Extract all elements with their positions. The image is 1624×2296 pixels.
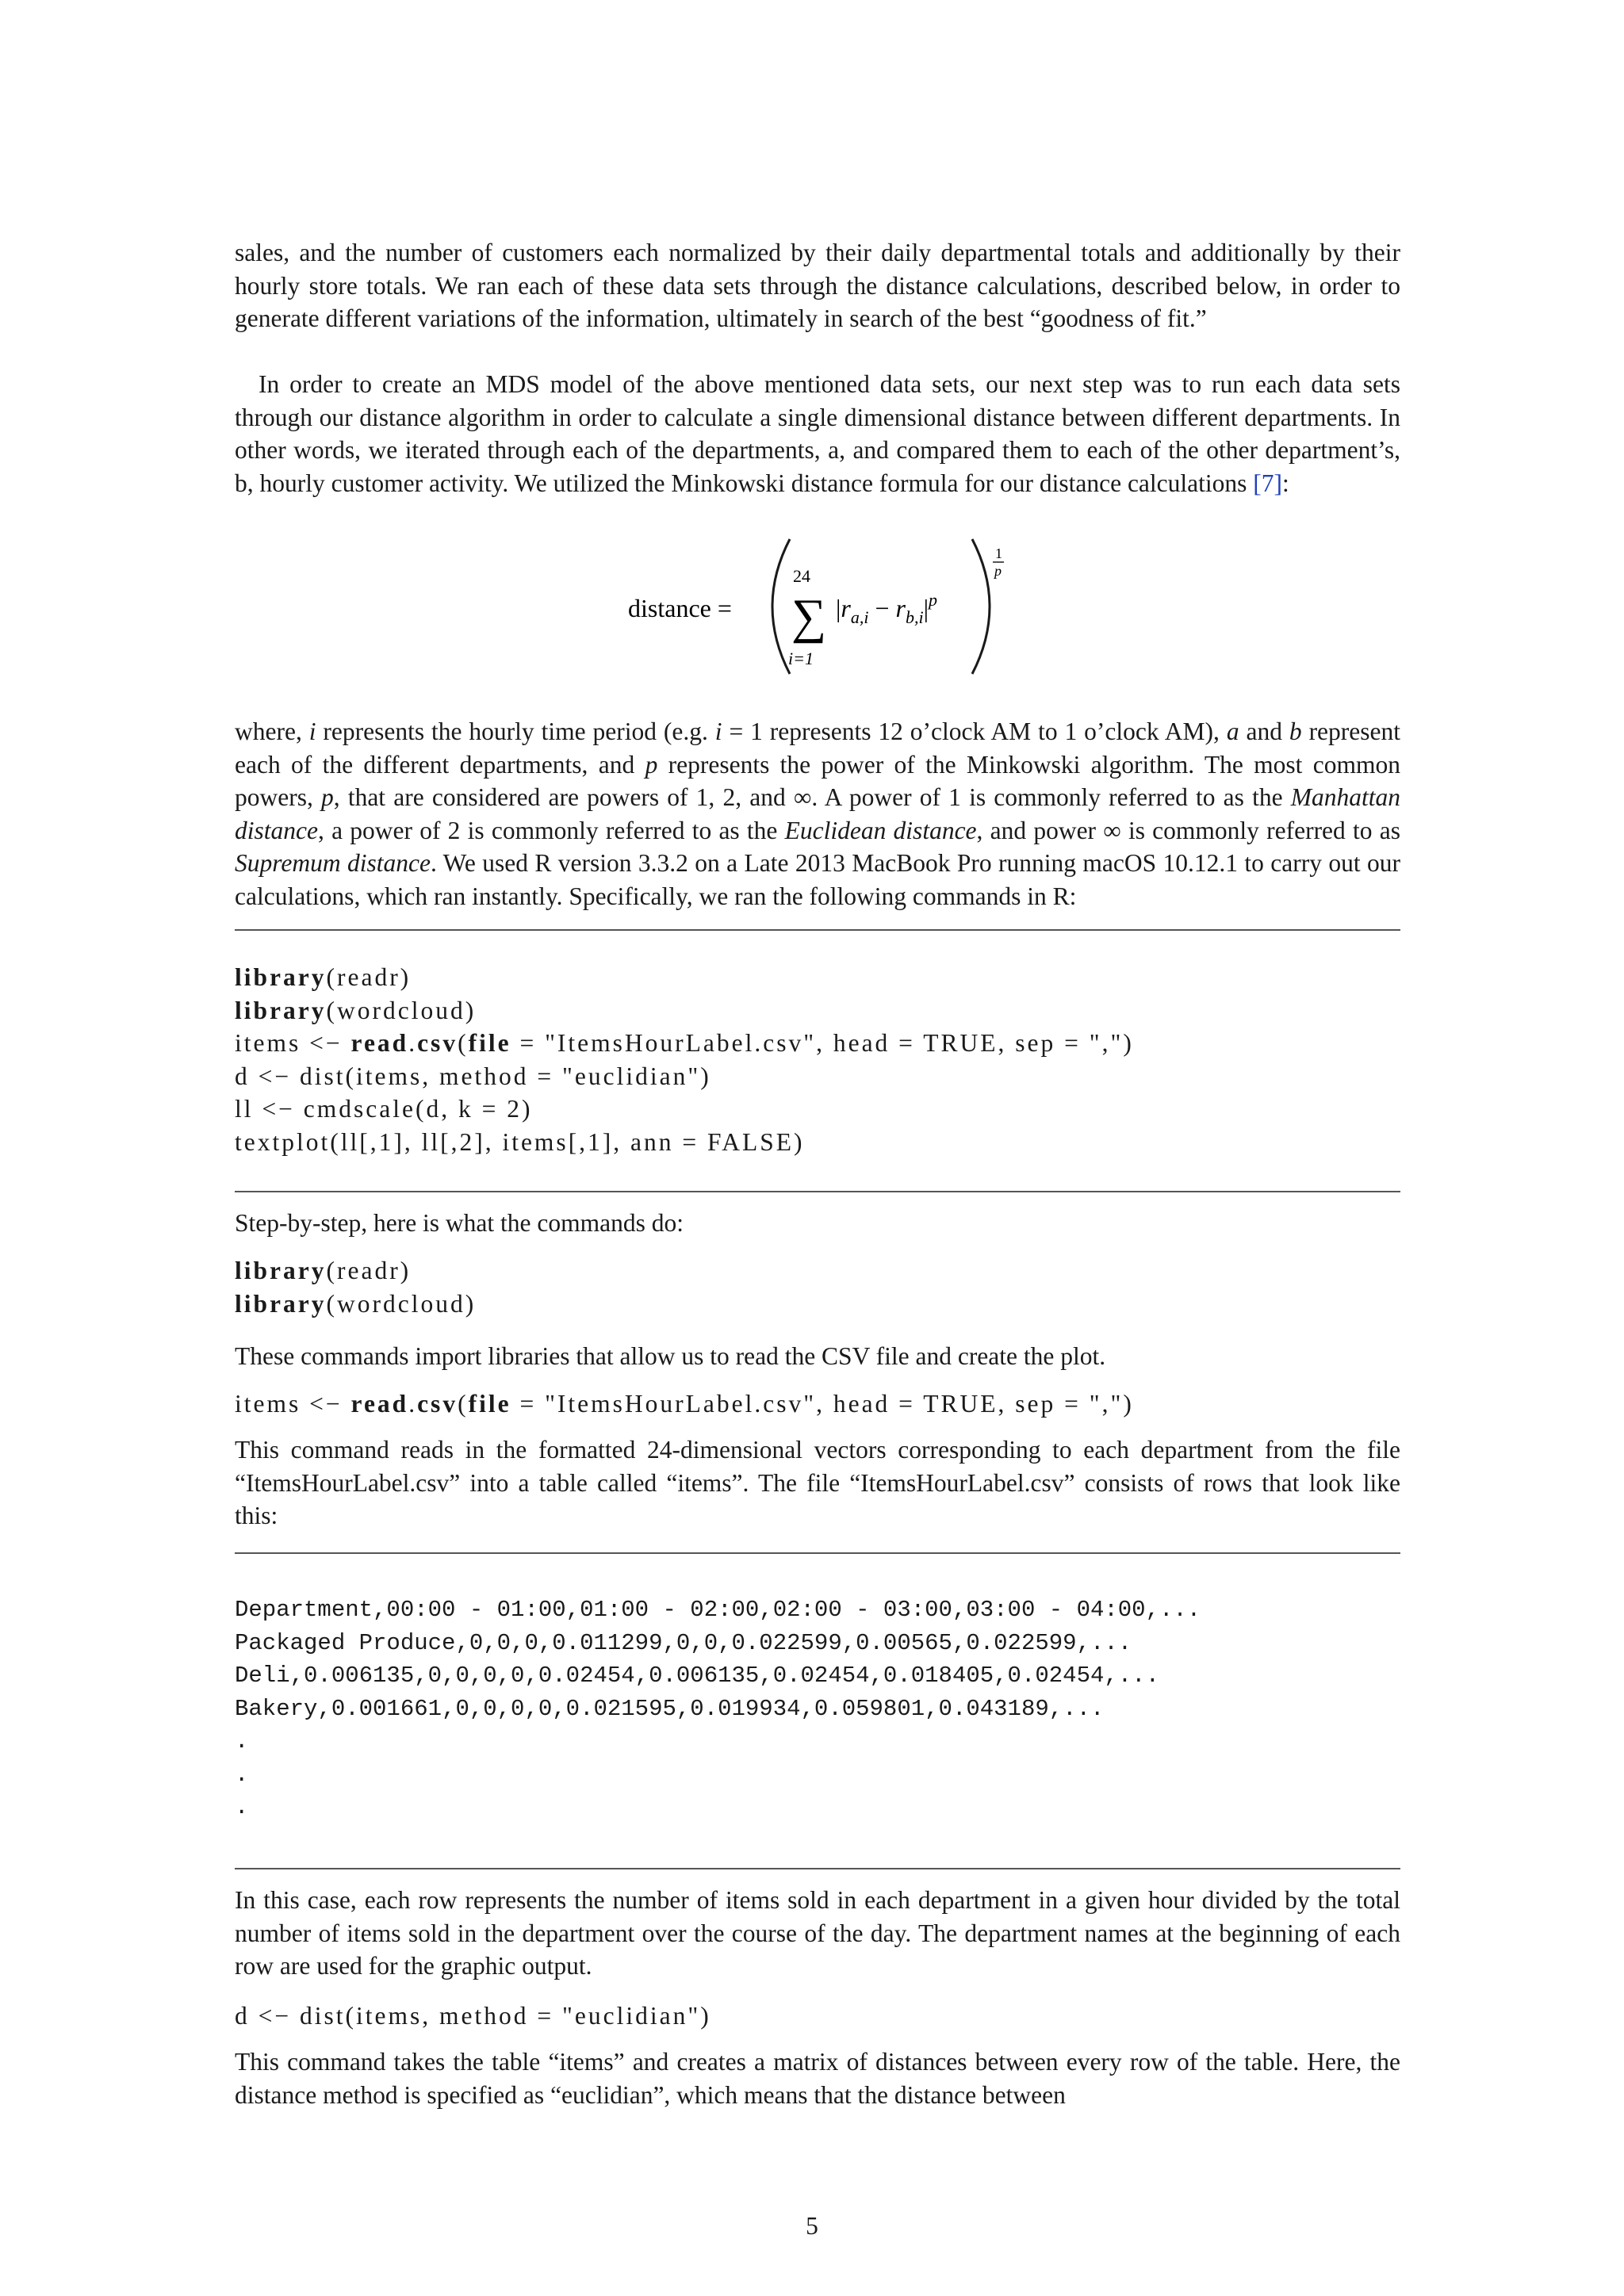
r-code-block: library(readr) library(wordcloud) items <− read.csv(file = "ItemsHourLabel.csv", head = TRUE, sep = ",") d <− dist(items, method = "euclidian") ll <− cmdscale(d, k = 2) textplot(ll[,1], ll[,2], items[,1], ann = FALSE) <box>235 963 1134 1156</box>
step-intro <box>235 1207 1400 1240</box>
page-number: 5 <box>806 2212 818 2240</box>
paragraph-2-text <box>235 368 1400 499</box>
csv-line: . <box>235 1794 249 1820</box>
equation-exp-num: 1 <box>995 545 1002 561</box>
citation-link[interactable]: [7] <box>1253 469 1282 497</box>
csv-line: Department,00:00 - 01:00,01:00 - 02:00,02:00 - 03:00,03:00 - 04:00,... <box>235 1597 1201 1623</box>
equation-term <box>836 590 937 627</box>
paragraph-3-text: where, i represents the hourly time period (e.g. i = 1 represents 12 o’clock AM to 1 o’clock AM), a and b represent each of the different departments, and p represents the power of the Minkowski algorithm. The most common powers, p, that are considered are powers of 1, 2, and ∞. A power of 1 is commonly referred to as the Manhattan distance, a power of 2 is commonly referred to as the Euclidean distance, and power ∞ is commonly referred to as Supremum distance. We used R version 3.3.2 on a Late 2013 MacBook Pro running macOS 10.12.1 to carry out our calculations, which ran instantly. Specifically, we ran the following commands in R: <box>235 718 1401 910</box>
csv-line: Packaged Produce,0,0,0,0.011299,0,0,0.022599,0.00565,0.022599,... <box>235 1629 1132 1656</box>
csv-top-rule <box>235 1552 1400 1554</box>
term-manhattan: Manhattan distance <box>235 783 1400 844</box>
explanation-2-text: This command reads in the formatted 24-dimensional vectors corresponding to each department from the file “ItemsHourLabel.csv” into a table called “items”. The file “ItemsHourLabel.csv” consists of rows that look like this: <box>235 1436 1400 1529</box>
equation-right-paren <box>972 539 990 674</box>
csv-line: Bakery,0.001661,0,0,0,0,0.021595,0.019934,0.059801,0.043189,... <box>235 1695 1105 1722</box>
explanation-4-text: This command takes the table “items” and creates a matrix of distances between every row of the table. Here, the distance method is specified as “euclidian”, which means that the distance between <box>235 2048 1400 2109</box>
paragraph-1-text: sales, and the number of customers each normalized by their daily departmental totals and additionally by their hourly store totals. We ran each of these data sets through the distance calculations, described below, in order to generate different variations of the information, ultimately in search of the best “goodness of fit.” <box>235 239 1400 332</box>
explanation-1 <box>235 1340 1400 1373</box>
paragraph-2 <box>235 368 1400 499</box>
explanation-4 <box>235 2045 1400 2111</box>
equation-left-paren <box>772 539 790 674</box>
term-supremum: Supremum distance <box>235 849 431 877</box>
equation-sum-upper: 24 <box>793 566 810 586</box>
code-snippet-read-csv: items <− read.csv(file = "ItemsHourLabel.csv", head = TRUE, sep = ",") <box>235 1390 1134 1418</box>
paragraph-2-end: : <box>1282 469 1289 497</box>
csv-line: . <box>235 1728 249 1755</box>
term-euclidean: Euclidean distance <box>784 816 977 844</box>
minkowski-equation <box>0 523 1624 706</box>
equation-exp-den: p <box>994 563 1002 579</box>
explanation-3 <box>235 1884 1400 1983</box>
code-snippet-libraries: library(readr) library(wordcloud) <box>235 1257 477 1318</box>
step-intro-text: Step-by-step, here is what the commands do: <box>235 1209 684 1237</box>
explanation-1-text: These commands import libraries that allow us to read the CSV file and create the plot. <box>235 1342 1106 1370</box>
svg-text:|ra,i − rb,i|p: $|r_{a,i} - r_{b,i}|^p$ <box>836 590 938 627</box>
equation-sum-lower: i=1 <box>788 649 814 668</box>
code-top-rule <box>235 929 1400 931</box>
paragraph-1 <box>235 236 1400 335</box>
paragraph-2-body: In order to create an MDS model of the above mentioned data sets, our next step was to run each data sets through our distance algorithm in order to calculate a single dimensional distance between different departments. In other words, we iterated through each of the departments, a, and compared them to each of the other department’s, b, hourly customer activity. We utilized the Minkowski distance formula for our distance calculations <box>235 370 1400 497</box>
code-snippet-dist: d <− dist(items, method = "euclidian") <box>235 2002 711 2030</box>
csv-sample-block <box>235 1594 1201 1824</box>
paragraph-3 <box>235 715 1400 913</box>
equation-sum-sign: ∑ <box>791 590 827 644</box>
csv-bottom-rule <box>235 1868 1400 1869</box>
equation-lhs: distance = <box>628 594 732 622</box>
code-bottom-rule <box>235 1191 1400 1192</box>
explanation-2 <box>235 1433 1400 1533</box>
csv-line: Deli,0.006135,0,0,0,0,0.02454,0.006135,0.02454,0.018405,0.02454,... <box>235 1663 1159 1689</box>
csv-line: . <box>235 1761 249 1788</box>
explanation-3-text: In this case, each row represents the number of items sold in each department in a given hour divided by the total number of items sold in the department over the course of the day. The department names at the beginning of each row are used for the graphic output. <box>235 1886 1400 1980</box>
